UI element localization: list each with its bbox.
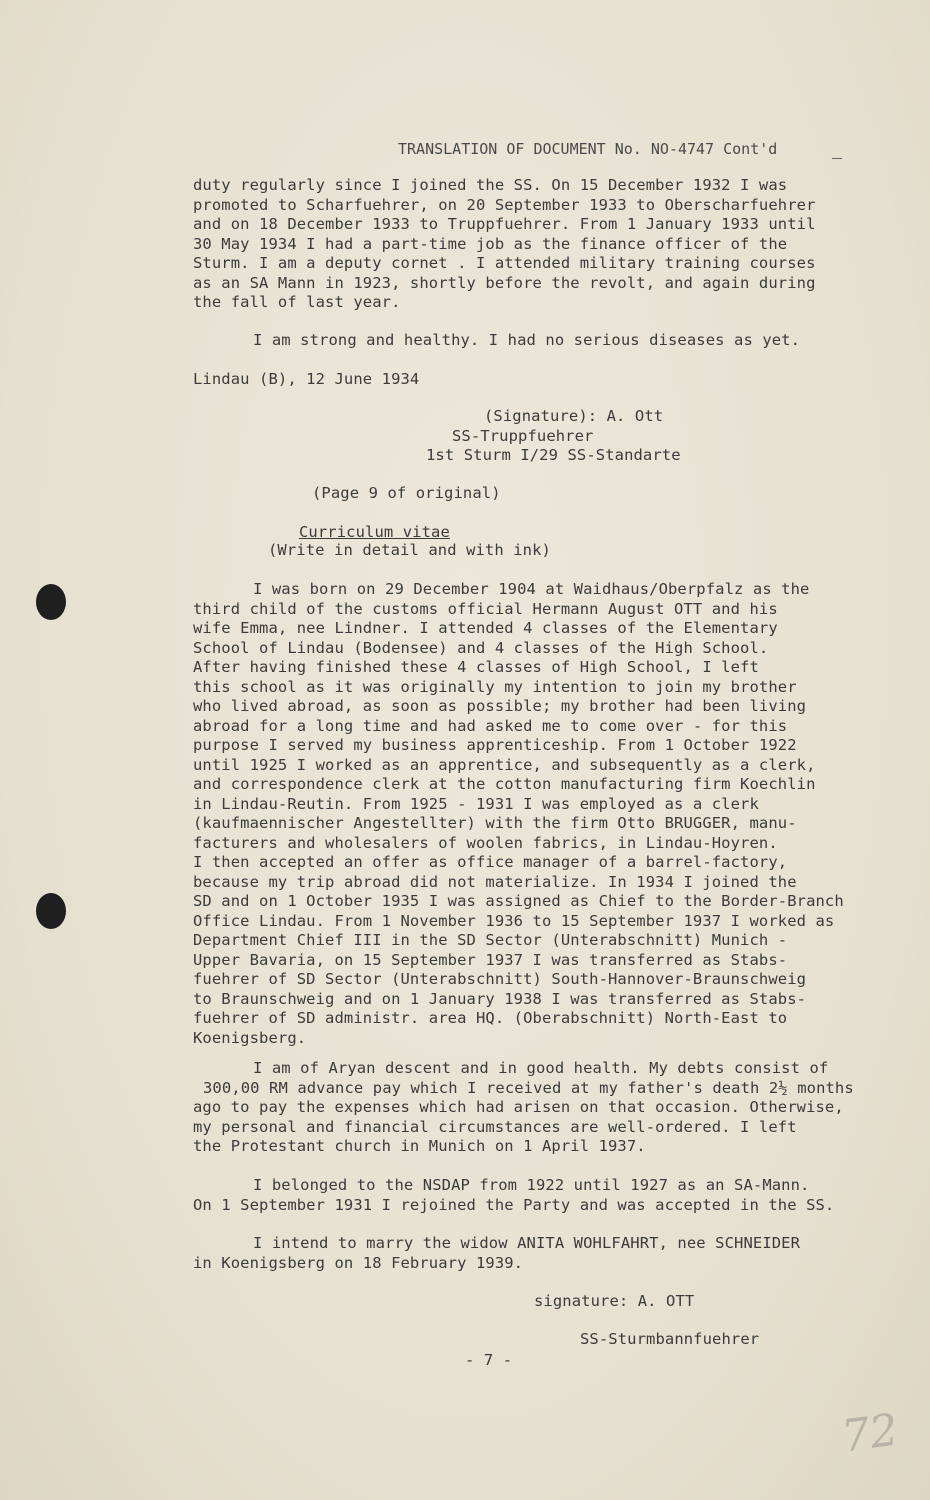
cv-title: Curriculum vitae [299, 523, 450, 541]
text-line: third child of the customs official Hermann August OTT and his [193, 599, 778, 618]
text-line: my personal and financial circumstances are well-ordered. I left [193, 1117, 797, 1136]
paragraph-biography [193, 580, 844, 1048]
place-date: Lindau (B), 12 June 1934 [193, 370, 420, 388]
text-line: I then accepted an offer as office manager of a barrel-factory, [193, 853, 788, 871]
text-line: who lived abroad, as soon as possible; my brother had been living [193, 697, 807, 715]
text-line: (kaufmaennischer Angestellter) with the firm Otto BRUGGER, manu- [193, 814, 797, 832]
punch-hole-top [36, 584, 66, 620]
text-line: Upper Bavaria, on 15 September 1937 I was transferred as Stabs- [193, 950, 788, 969]
text-line: fuehrer of SD Sector (Unterabschnitt) South-Hannover-Braunschweig [193, 970, 807, 988]
pencil-page-number: 72 [838, 1404, 902, 1463]
text-line: as an SA Mann in 1923, shortly before the revolt, and again during [193, 273, 816, 292]
text-line: ago to pay the expenses which had arisen on that occasion. Otherwise, [193, 1098, 844, 1116]
text-line: abroad for a long time and had asked me to come over - for this [193, 716, 788, 735]
text-line: promoted to Scharfuehrer, on 20 September 1933 to Oberscharfuehrer [193, 195, 816, 214]
text-line: Sturm. I am a deputy cornet . I attended military training courses [193, 254, 816, 272]
paragraph-finances [193, 1059, 854, 1157]
text-line: On 1 September 1931 I rejoined the Party and was accepted in the SS. [193, 1195, 835, 1214]
text-line: Department Chief III in the SD Sector (Unterabschnitt) Munich - [193, 931, 788, 949]
text-line: this school as it was originally my intention to join my brother [193, 677, 797, 696]
text-line: to Braunschweig and on 1 January 1938 I was transferred as Stabs- [193, 989, 807, 1008]
cv-subtitle: (Write in detail and with ink) [268, 541, 551, 559]
text-line: the fall of last year. [193, 293, 401, 311]
text-line: until 1925 I worked as an apprentice, and subsequently as a clerk, [193, 755, 816, 774]
signature-unit: 1st Sturm I/29 SS-Standarte [426, 446, 681, 464]
punch-hole-bottom [36, 893, 66, 929]
text-line: in Lindau-Reutin. From 1925 - 1931 I was employed as a clerk [193, 794, 759, 813]
text-line: Koenigsberg. [193, 1028, 307, 1047]
text-line: wife Emma, nee Lindner. I attended 4 classes of the Elementary [193, 619, 778, 637]
text-line: School of Lindau (Bodensee) and 4 classes of the High School. [193, 638, 769, 657]
page-number: - 7 - [465, 1351, 513, 1369]
text-line: facturers and wholesalers of woolen fabrics, in Lindau-Hoyren. [193, 833, 778, 852]
text-line: 300,00 RM advance pay which I received at my father's death 2½ months [203, 1078, 854, 1097]
text-line: the Protestant church in Munich on 1 April 1937. [193, 1137, 646, 1155]
health-statement: I am strong and healthy. I had no serious diseases as yet. [253, 331, 801, 349]
paragraph-marriage [193, 1234, 800, 1273]
text-line: and on 18 December 1933 to Truppfuehrer. From 1 January 1933 until [193, 215, 816, 233]
text-line: purpose I served my business apprenticeship. From 1 October 1922 [193, 736, 797, 754]
text-line: I am of Aryan descent and in good health. My debts consist of [253, 1059, 829, 1077]
page-reference: (Page 9 of original) [312, 484, 501, 502]
header-dash [832, 158, 842, 159]
text-line: After having finished these 4 classes of High School, I left [193, 658, 759, 676]
text-line: I was born on 29 December 1904 at Waidhaus/Oberpfalz as the [253, 580, 810, 598]
text-line: and correspondence clerk at the cotton manufacturing firm Koechlin [193, 775, 816, 793]
text-line: I belonged to the NSDAP from 1922 until 1927 as an SA-Mann. [253, 1176, 810, 1194]
signature-line: (Signature): A. Ott [484, 407, 664, 425]
text-line: I intend to marry the widow ANITA WOHLFAHRT, nee SCHNEIDER [253, 1234, 801, 1252]
paragraph-duty [193, 176, 816, 313]
signature-rank: SS-Truppfuehrer [452, 427, 594, 445]
text-line: SD and on 1 October 1935 I was assigned as Chief to the Border-Branch [193, 892, 844, 910]
text-line: in Koenigsberg on 18 February 1939. [193, 1253, 524, 1272]
text-line: because my trip abroad did not materialize. In 1934 I joined the [193, 872, 797, 891]
final-signature: signature: A. OTT [534, 1292, 695, 1310]
final-signature-rank: SS-Sturmbannfuehrer [580, 1330, 760, 1348]
text-line: Office Lindau. From 1 November 1936 to 15 September 1937 I worked as [193, 911, 835, 930]
text-line: duty regularly since I joined the SS. On 15 December 1932 I was [193, 176, 788, 194]
paragraph-party [193, 1176, 834, 1215]
text-line: 30 May 1934 I had a part-time job as the finance officer of the [193, 234, 788, 253]
text-line: fuehrer of SD administr. area HQ. (Oberabschnitt) North-East to [193, 1009, 788, 1027]
document-header: TRANSLATION OF DOCUMENT No. NO-4747 Cont'd [398, 140, 778, 158]
